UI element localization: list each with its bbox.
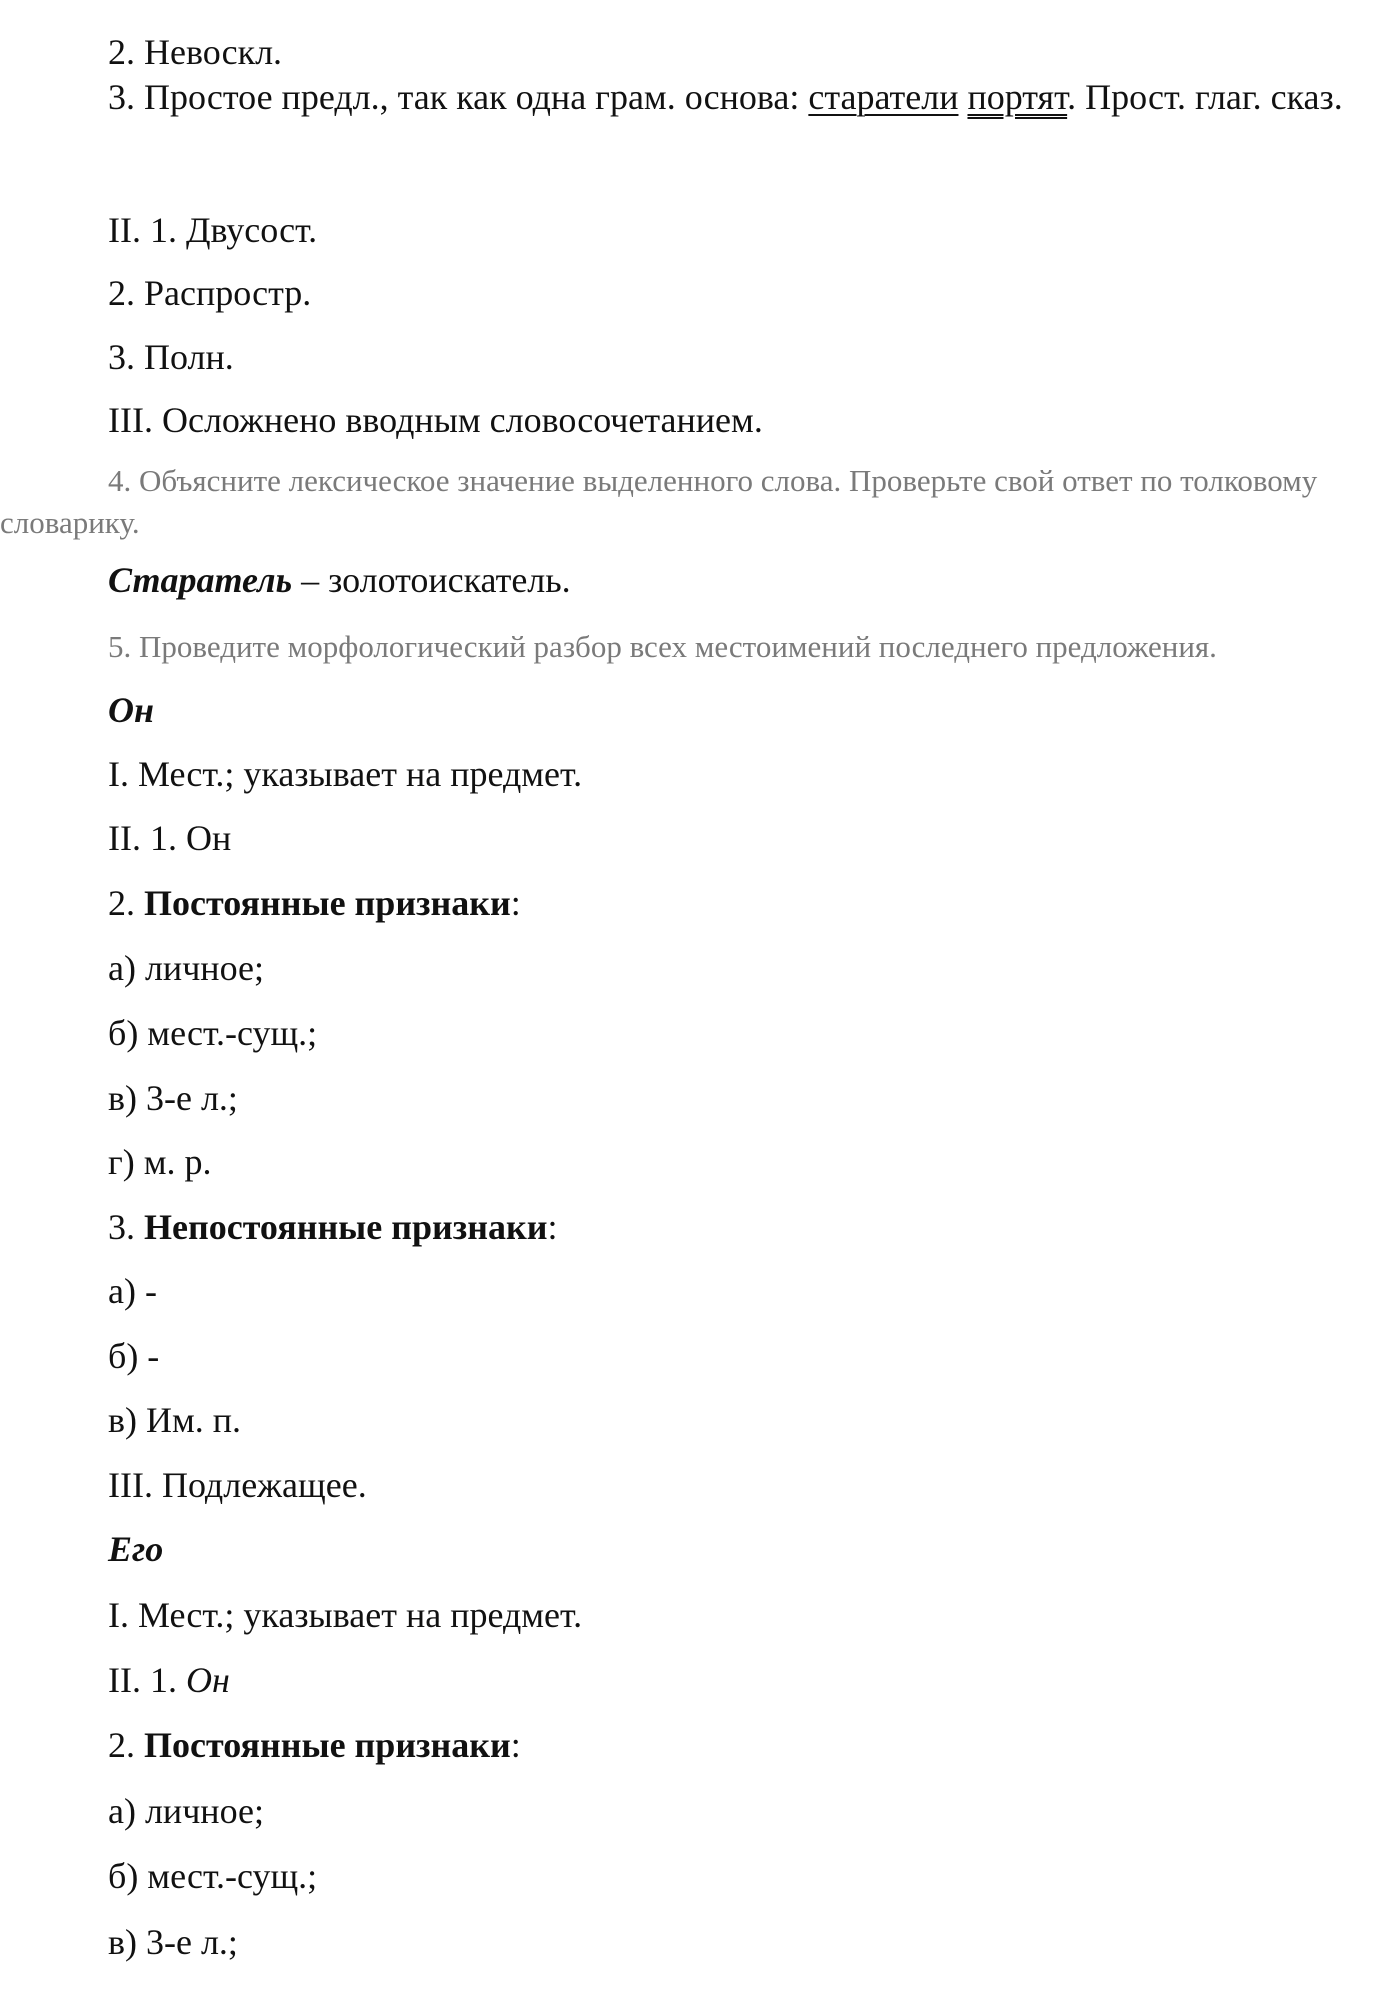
- colon: :: [547, 1207, 558, 1247]
- defined-term: Старатель: [108, 560, 293, 600]
- on-feature-c: в) 3-е л.;: [108, 1078, 238, 1118]
- predicate-word: портят: [967, 77, 1068, 117]
- on-feature-a: а) личное;: [108, 948, 264, 988]
- line-definition: [108, 558, 571, 602]
- on-part-of-speech: I. Мест.; указывает на предмет.: [108, 754, 583, 794]
- line-extended: 2. Распростр.: [108, 273, 312, 313]
- ego-feature-c: в) 3-е л.;: [108, 1922, 238, 1962]
- colon: :: [510, 883, 521, 923]
- section-label: Постоянные признаки: [144, 883, 511, 923]
- ego-feature-b: б) мест.-сущ.;: [108, 1856, 318, 1896]
- on-variable-a: а) -: [108, 1271, 157, 1311]
- line-exclamation: 2. Невоскл.: [108, 32, 283, 72]
- pronoun-heading-ego: Его: [108, 1529, 164, 1569]
- on-constant-features-heading: [108, 881, 521, 925]
- text-segment: II. 1.: [108, 1660, 186, 1700]
- section-label: Непостоянные признаки: [144, 1207, 548, 1247]
- section-label: Постоянные признаки: [144, 1725, 511, 1765]
- on-syntactic-role: III. Подлежащее.: [108, 1465, 367, 1505]
- on-feature-b: б) мест.-сущ.;: [108, 1013, 318, 1053]
- on-feature-d: г) м. р.: [108, 1142, 212, 1182]
- on-initial-form: II. 1. Он: [108, 818, 232, 858]
- on-variable-c: в) Им. п.: [108, 1400, 242, 1440]
- line-complicated: III. Осложнено вводным словосочетанием.: [108, 400, 763, 440]
- colon: :: [510, 1725, 521, 1765]
- text-segment: . Прост. глаг. сказ.: [1067, 77, 1343, 117]
- line-sentence-type: [0, 73, 1392, 121]
- ego-constant-features-heading: [108, 1723, 521, 1767]
- ego-initial-form: [108, 1658, 230, 1702]
- on-variable-b: б) -: [108, 1336, 160, 1376]
- ego-feature-a: а) личное;: [108, 1791, 264, 1831]
- definition-text: – золотоискатель.: [292, 560, 571, 600]
- list-number: 3.: [108, 1207, 144, 1247]
- ego-part-of-speech: I. Мест.; указывает на предмет.: [108, 1595, 583, 1635]
- initial-form-word: Он: [185, 1660, 230, 1700]
- list-number: 2.: [108, 1725, 144, 1765]
- on-variable-features-heading: [108, 1205, 558, 1249]
- task-4-instruction: 4. Объясните лексическое значение выделенного слова. Проверьте свой ответ по толковому словарику.: [0, 463, 1318, 540]
- subject-word: старатели: [808, 77, 959, 117]
- text-segment: 3. Простое предл., так как одна грам. основа:: [108, 77, 809, 117]
- line-complete: 3. Полн.: [108, 337, 234, 377]
- task-5-instruction: 5. Проведите морфологический разбор всех местоимений последнего предложения.: [108, 629, 1217, 664]
- pronoun-heading-on: Он: [108, 690, 154, 730]
- line-two-part: II. 1. Двусост.: [108, 210, 318, 250]
- list-number: 2.: [108, 883, 144, 923]
